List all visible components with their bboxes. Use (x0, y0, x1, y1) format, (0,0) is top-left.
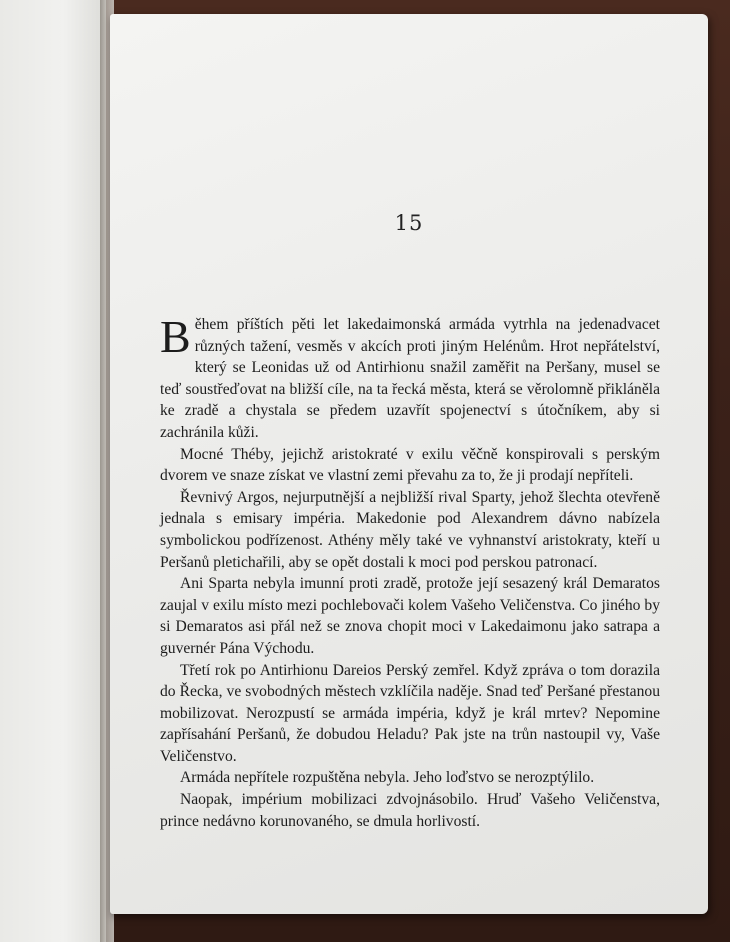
paragraph: Ani Sparta nebyla imunní proti zradě, protože její sesazený král Demaratos zaujal v exilu místo mezi pochlebovači kolem Vašeho Veličenstva. Co jiného by si Demaratos asi přál než se znova chopit moci v Lakedaimonu jako satrapa a guvernér Pána Východu. (160, 575, 660, 657)
chapter-text (160, 311, 660, 832)
paragraph: Armáda nepřítele rozpuštěna nebyla. Jeho loďstvo se nerozptýlilo. (180, 769, 595, 787)
drop-cap: B (160, 311, 191, 362)
paragraph: Naopak, impérium mobilizaci zdvojnásobilo. Hruď Vašeho Veličenstva, prince nedávno korunovaného, se dmula horlivostí. (160, 791, 660, 830)
paragraph: Třetí rok po Antirhionu Dareios Perský zemřel. Když zpráva o tom dorazila do Řecka, ve svobodných městech vzklíčila naděje. Snad teď Peršané přestanou mobilizovat. Nerozpustí se armáda impéria, když je král mrtev? Nepomine zapřísahání Peršanů, že dobudou Heladu? Pak jste na trůn nastoupil vy, Vaše Veličenstvo. (160, 661, 660, 765)
chapter-number: 15 (394, 211, 424, 235)
left-page-edge (0, 0, 106, 942)
paragraph: Řevnivý Argos, nejurputnější a nejbližší rival Sparty, jehož šlechta otevřeně jednala s emisary impéria. Makedonie pod Alexandrem dávno nabízela symbolickou podřízenost. Athény měly také ve vyhnanství aristokraty, kteří u Peršanů pletichařili, aby se opět dostali k moci pod perskou patronací. (160, 488, 660, 571)
paragraph: Mocné Théby, jejichž aristokraté v exilu věčně konspirovali s perským dvorem ve snaze získat ve vlastní zemi převahu za to, že ji prodají nepříteli. (160, 445, 660, 485)
paragraph-text: ěhem příštích pěti let lakedaimonská armáda vytrhla na jedenadvacet různých tažení, vesměs v akcích proti jiným Helénům. Hrot nepřátelství, který se Leonidas už od Antirhionu snažil zaměřit na Peršany, musel se teď soustřeďovat na bližší cíle, na ta řecká města, která se věrolomně přikláněla ke zradě a chystala se předem uzavřít spojenectví s útočníkem, aby si zachránila kůži. (160, 316, 660, 441)
book-page (110, 14, 708, 914)
paragraph (160, 311, 660, 444)
